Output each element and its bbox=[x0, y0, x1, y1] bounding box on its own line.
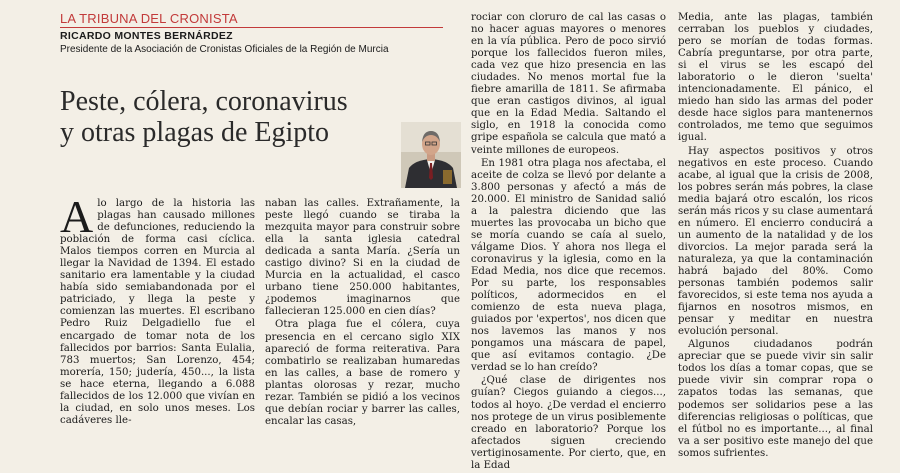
article-headline bbox=[60, 86, 390, 148]
paragraph: En 1981 otra plaga nos afectaba, el aceite de colza se llevó por delante a 3.800 personas y afectó a más de 20.000. El ministro de Sanidad salió a la palestra diciendo que las muertes las provocaba un bicho que se moría cuando se caía al suelo, válgame Dios. Y ahora nos llega el coronavirus y la iglesia, como en la Edad Media, nos dice que recemos. Por su parte, los responsables políticos, adormecidos en el comienzo de esta nueva plaga, guiados por 'expertos', nos dicen que nos lavemos las manos y nos pongamos una máscara de papel, que así evitamos contagio. ¿De verdad se lo han creído? bbox=[471, 157, 666, 374]
headline-line-1: Peste, cólera, coronavirus bbox=[60, 86, 348, 117]
article-column-3 bbox=[471, 12, 666, 473]
author-portrait-icon bbox=[401, 122, 461, 188]
article-column-4 bbox=[678, 12, 873, 461]
author-photo bbox=[401, 122, 461, 188]
paragraph: naban las calles. Extrañamente, la peste llegó cuando se tiraba la mezquita mayor para construir sobre ella la santa iglesia catedral dedicada a santa María. ¿Sería un castigo divino? Si en la ciudad de Murcia en la actualidad, el casco urbano tiene 250.000 habitantes, ¿podemos imaginarnos que fallecieran 125.000 en cien días? bbox=[265, 198, 460, 318]
author-role: Presidente de la Asociación de Cronistas Oficiales de la Región de Murcia bbox=[60, 44, 389, 55]
paragraph: Algunos ciudadanos podrán apreciar que se puede vivir sin salir todos los días a tomar copas, que se puede vivir sin comprar ropa o zapatos todas las semanas, que podemos ser solidarios pese a las diferencias religiosas o políticas, que el fútbol no es importante..., al final va a ser positivo este manejo del que somos sufrientes. bbox=[678, 339, 873, 459]
paragraph: ¿Qué clase de dirigentes nos guían? Ciegos guiando a ciegos..., todos al hoyo. ¿De verdad el encierro nos protege de un virus posiblemente creado en laboratorio? Porque los afectados siguen creciendo vertiginosamente. Por cierto, que, en la Edad bbox=[471, 375, 666, 471]
paragraph bbox=[60, 191, 255, 427]
paragraph: Hay aspectos positivos y otros negativos en este proceso. Cuando acabe, al igual que la crisis de 2008, los pobres serán más pobres, la clase media bajará otro escalón, los ricos serán más ricos y su clase aumentará en número. El encierro conducirá a un aumento de la natalidad y de los divorcios. La mejor parada será la naturaleza, ya que la contaminación habrá bajado del 80%. Como personas también podemos salir favorecidos, si este tema nos ayuda a fijarnos en nosotros mismos, en pensar y meditar en nuestra evolución personal. bbox=[678, 145, 873, 338]
paragraph: Media, ante las plagas, también cerraban los pueblos y ciudades, pero se morían de todas formas. Cabría preguntarse, por otra parte, si el virus se les escapó del laboratorio o le dieron 'suelta' intencionadamente. El pánico, el miedo han sido las armas del poder desde hace siglos para mantenernos controlados, me temo que seguimos igual. bbox=[678, 12, 873, 144]
paragraph: rociar con cloruro de cal las casas o no hacer aguas mayores o menores en la vía pública. Pero de poco sirvió porque los fallecidos fueron miles, cada vez que hizo presencia en las ciudades. No menos mortal fue la fiebre amarilla de 1811. Se afirmaba que eran castigos divinos, al igual que en la Edad Media. Saltando el siglo, en 1918 la conocida como gripe española se calcula que mató a veinte millones de europeos. bbox=[471, 12, 666, 156]
author-name: RICARDO MONTES BERNÁRDEZ bbox=[60, 30, 233, 42]
article-column-2 bbox=[265, 198, 460, 429]
paragraph-text: lo largo de la historia las plagas han causado millones de defunciones, reduciendo la población de forma casi cíclica. Malos tiempos corren en Murcia al llegar la Navidad de 1394. El estado sanitario era lamentable y la ciudad había sido semiabandonada por el patriciado, y llega la peste y comienzan las muertes. El escribano Pedro Ruiz Delgadiello fue el encargado de tomar nota de los fallecidos por barrios: Santa Eulalia, 783 muertos; San Lorenzo, 454; morería, 150; judería, 450..., la lista se hace eterna, llegando a 6.088 fallecidos de los 12.000 que vivían en la ciudad, en solo unos meses. Los cadáveres lle- bbox=[60, 198, 255, 426]
kicker-divider bbox=[60, 27, 443, 28]
paragraph: Otra plaga fue el cólera, cuya presencia en el cercano siglo XIX apareció de forma reiterativa. Para combatirlo se realizaban humaredas en las calles, a base de romero y plantas olorosas y rezar, mucho rezar. También se pidió a los vecinos que debían rociar y barrer las calles, encalar las casas, bbox=[265, 319, 460, 427]
drop-cap: A bbox=[60, 191, 94, 242]
article-column-1 bbox=[60, 191, 255, 428]
section-kicker: LA TRIBUNA DEL CRONISTA bbox=[60, 11, 238, 26]
headline-line-2: y otras plagas de Egipto bbox=[60, 117, 330, 148]
